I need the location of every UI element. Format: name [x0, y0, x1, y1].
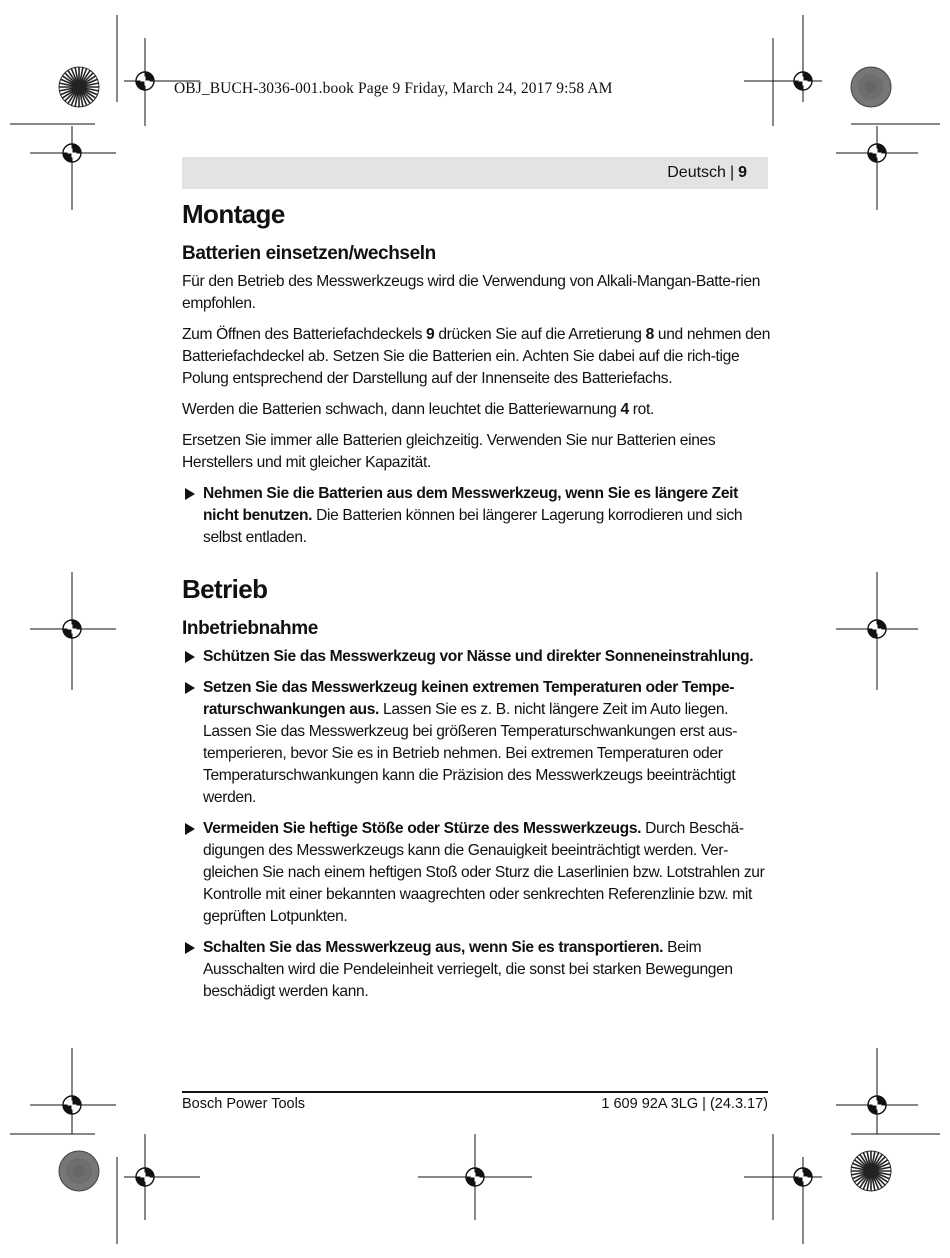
page-content [182, 197, 772, 1012]
registration-mark-icon [794, 72, 812, 90]
subsection-title-inbetriebnahme: Inbetriebnahme [182, 618, 318, 639]
header-label [667, 164, 747, 182]
registration-mark-icon [63, 144, 81, 162]
print-slug: OBJ_BUCH-3036-001.book Page 9 Friday, March 24, 2017 9:58 AM [174, 80, 613, 97]
bullet-triangle-icon [185, 682, 195, 694]
registration-mark-icon [63, 1096, 81, 1114]
safety-bullet: Vermeiden Sie heftige Stöße oder Stürze des Messwerkzeugs. Durch Beschä-digungen des Messwerkzeugs kann die Genauigkeit beeinträchtigt werden. Ver-gleichen Sie nach einem heftigen Stoß oder Sturz die Laserlinien bzw. Lotstrahlen zur Kontrolle mit einer bekannten waagrechten oder senkrechten Referenzlinie bzw. mit geprüften Lotpunkten. [182, 818, 772, 928]
gray-circle-icon [59, 1151, 99, 1191]
paragraph: Für den Betrieb des Messwerkzeugs wird die Verwendung von Alkali-Mangan-Batte-rien empfohlen. [182, 273, 761, 312]
registration-mark-icon [868, 144, 886, 162]
section-title-montage: Montage [182, 199, 285, 229]
header-separator: | [729, 164, 735, 181]
registration-mark-icon [63, 620, 81, 638]
color-starburst-icon [59, 67, 99, 107]
bullet-triangle-icon [185, 488, 195, 500]
paragraph: Werden die Batterien schwach, dann leuchtet die Batteriewarnung 4 rot. [182, 401, 654, 418]
safety-bullet: Schützen Sie das Messwerkzeug vor Nässe und direkter Sonneneinstrahlung. [182, 646, 772, 668]
registration-mark-icon [136, 1168, 154, 1186]
registration-mark-icon [868, 620, 886, 638]
page-header [182, 157, 768, 189]
registration-mark-icon [794, 1168, 812, 1186]
header-language: Deutsch [667, 164, 726, 181]
footer-document-code: 1 609 92A 3LG | (24.3.17) [601, 1096, 768, 1112]
gray-circle-icon [851, 67, 891, 107]
color-starburst-icon [851, 1151, 891, 1191]
registration-mark-icon [466, 1168, 484, 1186]
header-page-number: 9 [738, 164, 747, 181]
safety-bullet: Nehmen Sie die Batterien aus dem Messwerkzeug, wenn Sie es längere Zeit nicht benutzen. Die Batterien können bei längerer Lagerung korrodieren und sich selbst entladen. [182, 483, 772, 549]
safety-bullet: Setzen Sie das Messwerkzeug keinen extremen Temperaturen oder Tempe-raturschwankungen aus. Lassen Sie es z. B. nicht längere Zeit im Auto liegen. Lassen Sie das Messwerkzeug bei größeren Temperaturschwankungen erst aus-temperieren, bevor Sie es in Betrieb nehmen. Bei extremen Temperaturen oder Temperaturschwankungen kann die Präzision des Messwerkzeugs beeinträchtigt werden. [182, 677, 772, 809]
registration-mark-icon [136, 72, 154, 90]
bullet-triangle-icon [185, 823, 195, 835]
paragraph: Zum Öffnen des Batteriefachdeckels 9 drücken Sie auf die Arretierung 8 und nehmen den Batteriefachdeckel ab. Setzen Sie die Batterien ein. Achten Sie dabei auf die rich-tige Polung entsprechend der Darstellung auf der Innenseite des Batteriefachs. [182, 326, 771, 387]
bullet-triangle-icon [185, 942, 195, 954]
footer-rule [182, 1091, 768, 1093]
safety-bullet: Schalten Sie das Messwerkzeug aus, wenn Sie es transportieren. Beim Ausschalten wird die Pendeleinheit verriegelt, die sonst bei starken Bewegungen beschädigt werden kann. [182, 937, 772, 1003]
footer-brand: Bosch Power Tools [182, 1096, 306, 1112]
section-title-betrieb: Betrieb [182, 574, 268, 604]
bullet-triangle-icon [185, 651, 195, 663]
registration-mark-icon [868, 1096, 886, 1114]
subsection-title-batterien: Batterien einsetzen/wechseln [182, 243, 436, 264]
paragraph: Ersetzen Sie immer alle Batterien gleichzeitig. Verwenden Sie nur Batterien eines Herstellers und mit gleicher Kapazität. [182, 432, 716, 471]
